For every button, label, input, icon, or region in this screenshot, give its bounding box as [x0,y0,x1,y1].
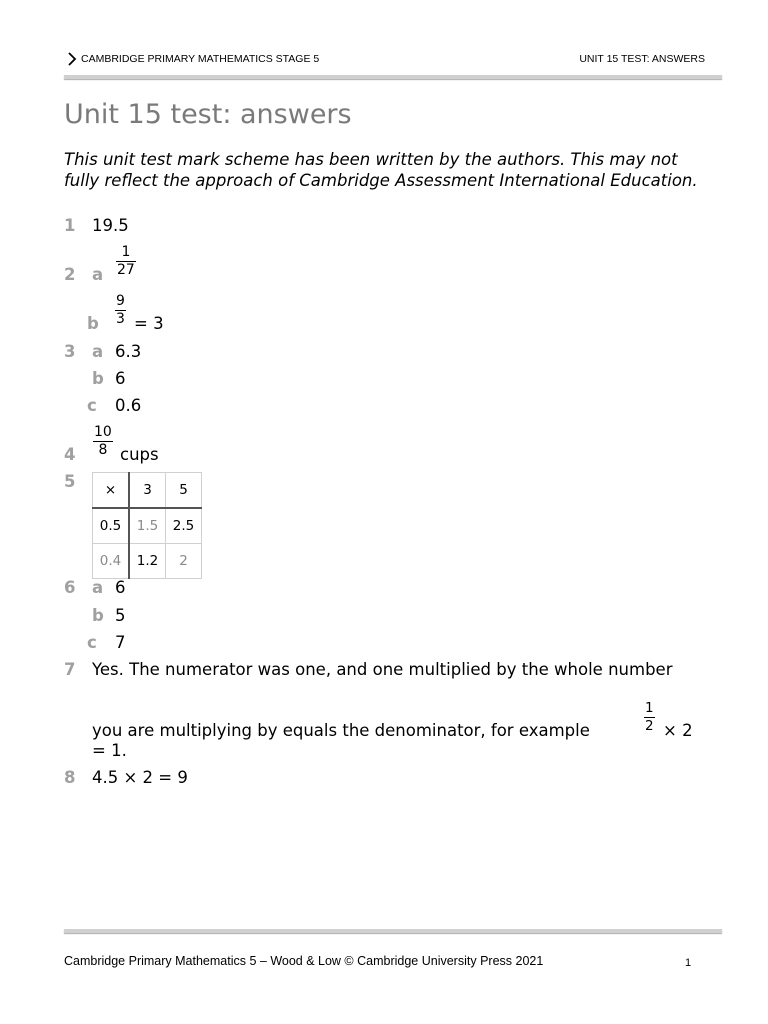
part-label: a [92,578,104,597]
answer-text: 7 [115,633,126,652]
fraction-numerator: 9 [116,293,125,309]
answer-text: cups [120,445,159,464]
table-cell: 1.2 [129,544,166,579]
fraction [93,424,113,459]
part-label: b [92,369,104,388]
table-header-row [93,473,202,509]
header-series-title: CAMBRIDGE PRIMARY MATHEMATICS STAGE 5 [81,53,320,65]
table-cell: 3 [129,473,166,509]
footer-copyright: Cambridge Primary Mathematics 5 – Wood & Low © Cambridge University Press 2021 [64,954,544,968]
part-label: a [92,265,104,284]
answer-text-line: Yes. The numerator was one, and one multiplied by the whole number [92,660,673,679]
answer-text: 19.5 [92,216,129,235]
fraction [116,244,136,279]
fraction-denominator: 2 [645,718,654,734]
fraction [644,700,655,735]
question-number: 3 [64,342,76,361]
footer-divider [64,929,722,933]
fraction-denominator: 8 [98,442,108,458]
question-number: 7 [64,660,76,679]
question-number: 4 [64,445,76,464]
answer-text: 0.6 [115,396,142,415]
answer-text-line: = 1. [92,741,127,760]
fraction-numerator: 1 [645,700,654,716]
answer-text: × 2 [663,721,693,740]
chevron-right-icon [66,52,78,66]
fraction [115,293,126,328]
part-label: c [87,396,97,415]
answer-text: 6 [115,369,126,388]
table-cell: 0.4 [93,544,130,579]
header-divider [64,75,722,79]
page-title: Unit 15 test: answers [64,99,352,130]
intro-note: This unit test mark scheme has been written by the authors. This may not fully reflect the approach of Cambridge Assessment International Education. [64,150,698,190]
table-cell: 2 [166,544,202,579]
table-cell: 2.5 [166,508,202,544]
question-number: 2 [64,265,76,284]
fraction-numerator: 1 [121,244,131,260]
answer-text: = 3 [134,314,164,333]
answer-text: 6 [115,578,126,597]
answer-text: 5 [115,606,126,625]
question-number: 8 [64,768,76,787]
table-row [93,544,202,579]
fraction-denominator: 3 [116,311,125,327]
multiplication-table [92,472,202,579]
table-cell: 5 [166,473,202,509]
question-number: 6 [64,578,76,597]
answer-text: 4.5 × 2 = 9 [92,768,188,787]
part-label: c [87,633,97,652]
table-cell: × [93,473,130,509]
table-cell: 0.5 [93,508,130,544]
page-header [64,50,721,70]
table-row [93,508,202,544]
table-cell: 1.5 [129,508,166,544]
part-label: b [87,314,99,333]
page-number: 1 [685,957,692,969]
answer-text: 6.3 [115,342,142,361]
answer-text-line: you are multiplying by equals the denominator, for example [92,721,590,740]
question-number: 5 [64,472,76,491]
fraction-denominator: 27 [117,262,135,278]
header-unit-title: UNIT 15 TEST: ANSWERS [579,53,705,65]
part-label: a [92,342,104,361]
question-number: 1 [64,216,76,235]
fraction-numerator: 10 [94,424,112,440]
part-label: b [92,606,104,625]
